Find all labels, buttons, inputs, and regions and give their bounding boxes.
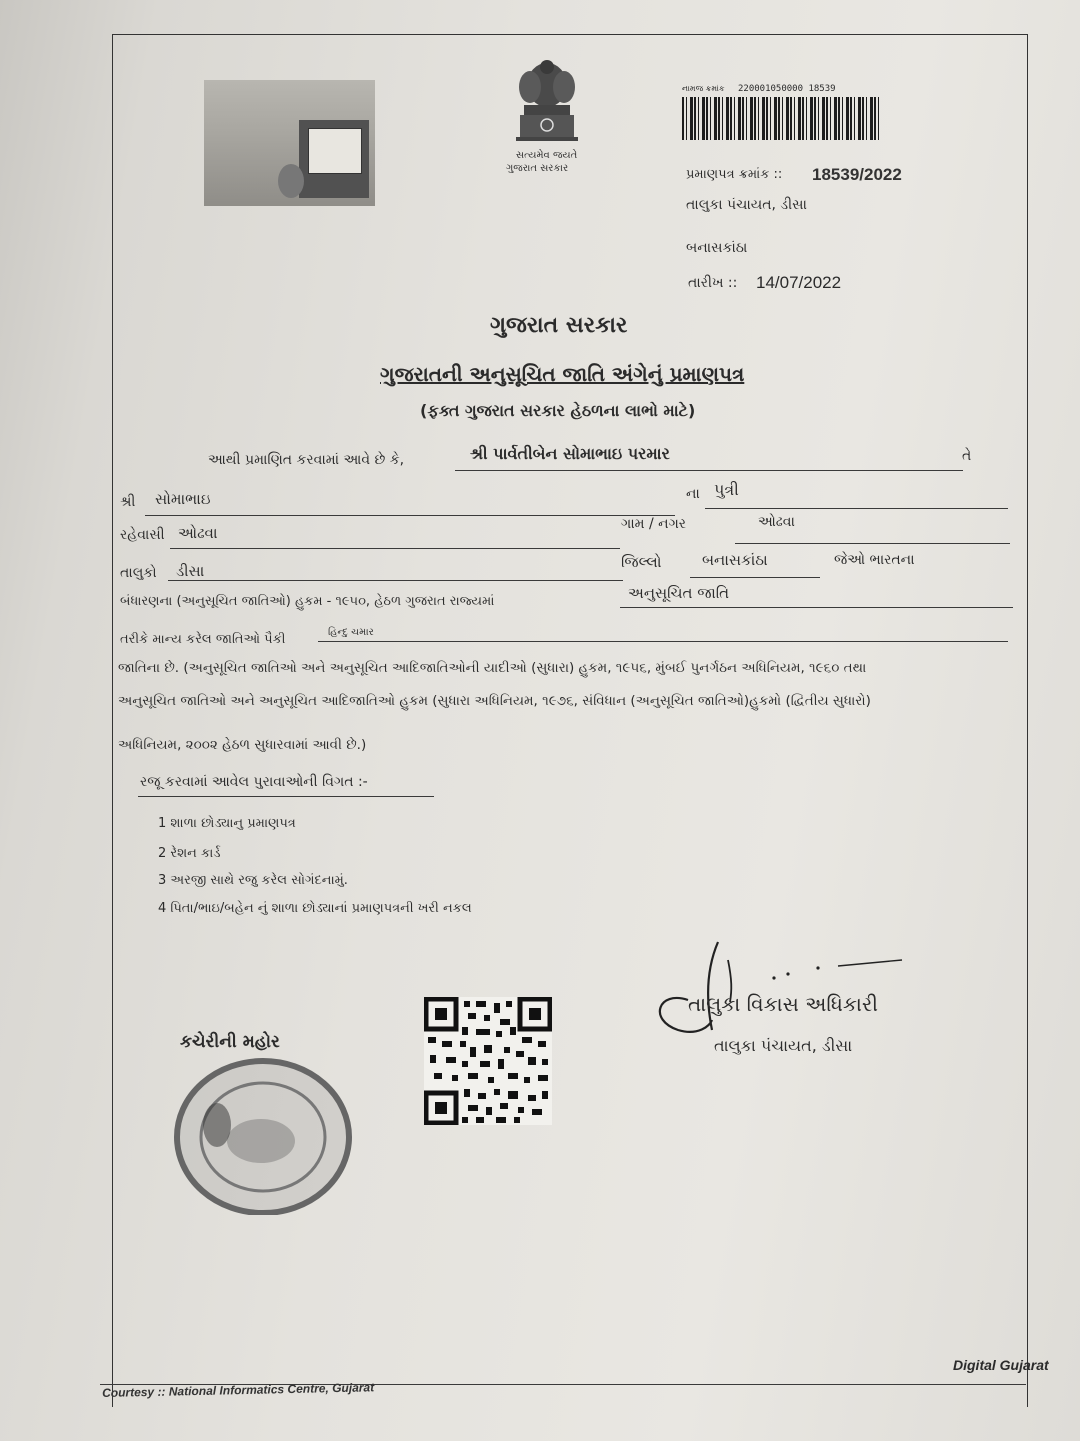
legal-para-line-1: જાતિના છે. (અનુસૂચિત જાતિઓ અને અનુસૂચિત આદિજાતિઓની યાદીઓ (સુધારા) હુકમ, ૧૯૫૬, મુંબઈ પુનર્ગઠન અધિનિયમ, ૧૯૬૦ તથા: [118, 660, 867, 676]
barcode: [682, 97, 879, 140]
legal-para-line-3: અધિનિયમ, ૨૦૦૨ હેઠળ સુધારવામાં આવી છે.): [118, 737, 367, 753]
office-seal-icon: [173, 1045, 359, 1215]
resident: ઓઢવા: [178, 524, 218, 542]
shri-label: શ્રી: [120, 494, 136, 510]
relation: પુત્રી: [714, 480, 739, 499]
na-label: ના: [686, 486, 700, 502]
order-text: બંધારણના (અનુસૂચિત જાતિઓ) હુકમ - ૧૯૫૦, હેઠળ ગુજરાત રાજ્યમાં: [120, 594, 495, 609]
certificate-no-label: પ્રમાણપત્ર ક્રમાંક ::: [686, 167, 783, 182]
emblem-motto: સત્યમેવ જયતે: [516, 150, 578, 161]
digital-gujarat-brand: Digital Gujarat: [953, 1357, 1049, 1373]
office-line-2: બનાસકાંઠા: [686, 240, 748, 256]
document-item-3: 3 અરજી સાથે રજુ કરેલ સોગંદનામું.: [158, 873, 348, 888]
date-label: તારીખ ::: [688, 275, 738, 291]
village-label: ગામ / નગર: [621, 516, 687, 532]
holder-name: શ્રી પાર્વતીબેન સોમાભાઇ પરમાર: [470, 444, 670, 463]
certificate-subtitle: (ફક્ત ગુજરાત સરકાર હેઠળના લાભો માટે): [420, 401, 696, 420]
nic-courtesy: Courtesy :: National Informatics Centre, Gujarat: [102, 1380, 375, 1400]
issue-date: 14/07/2022: [756, 273, 842, 292]
office-line-1: તાલુકા પંચાયત, ડીસા: [686, 197, 807, 213]
seal-label: કચેરીની મહોર: [180, 1032, 280, 1052]
te-label: તે: [962, 448, 972, 464]
taluka: ડીસા: [176, 562, 205, 580]
barcode-label: નામજ ક્રમાંક: [682, 84, 725, 93]
certificate-title: ગુજરાતની અનુસૂચિત જાતિ અંગેનું પ્રમાણપત્ર: [380, 362, 745, 386]
signatory-office: તાલુકા પંચાયત, ડીસા: [714, 1036, 853, 1055]
district: બનાસકાંઠા: [702, 551, 768, 569]
father-name: સોમાભાઇ: [155, 490, 211, 508]
document-item-1: 1 શાળા છોડ્યાનુ પ્રમાણપત્ર: [158, 816, 296, 831]
recognised-label: તરીકે માન્ય કરેલ જાતિઓ પૈકી: [120, 632, 286, 647]
india-text: જેઓ ભારતના: [834, 552, 915, 568]
resident-label: રહેવાસી: [120, 527, 165, 543]
applicant-photo: [204, 80, 375, 206]
district-label: જિલ્લો: [621, 553, 662, 571]
intro-label: આથી પ્રમાણિત કરવામાં આવે છે કે,: [208, 452, 405, 468]
qr-code: [424, 997, 552, 1125]
category: અનુસૂચિત જાતિ: [628, 584, 730, 602]
government-title: ગુજરાત સરકાર: [490, 313, 628, 338]
taluka-label: તાલુકો: [120, 565, 157, 581]
barcode-number: 220001050000 18539: [738, 84, 836, 94]
village: ઓઢવા: [758, 514, 795, 530]
signatory-designation: તાલુકા વિકાસ અધિકારી: [688, 992, 878, 1016]
document-item-2: 2 રેશન કાર્ડ: [158, 846, 221, 861]
documents-heading: રજૂ કરવામાં આવેલ પુરાવાઓની વિગત :-: [140, 774, 368, 790]
caste: હિન્દુ ચમાર: [328, 627, 374, 638]
emblem-caption: ગુજરાત સરકાર: [506, 163, 569, 174]
qr-code-icon: [424, 997, 552, 1125]
signature-mark: [648, 930, 908, 1040]
certificate-number: 18539/2022: [812, 165, 902, 184]
document-item-4: 4 પિતા/ભાઇ/બહેન નું શાળા છોડ્યાનાં પ્રમાણપત્રની ખરી નકલ: [158, 901, 472, 916]
legal-para-line-2: અનુસૂચિત જાતિઓ અને અનુસૂચિત આદિજાતિઓ હુકમ (સુધારા અધિનિયમ, ૧૯૭૬, સંવિધાન (અનુસૂચિત જાતિઓ)હુકમો (દ્વિતીય સુધારો): [118, 693, 871, 709]
state-emblem-icon: [502, 55, 592, 155]
